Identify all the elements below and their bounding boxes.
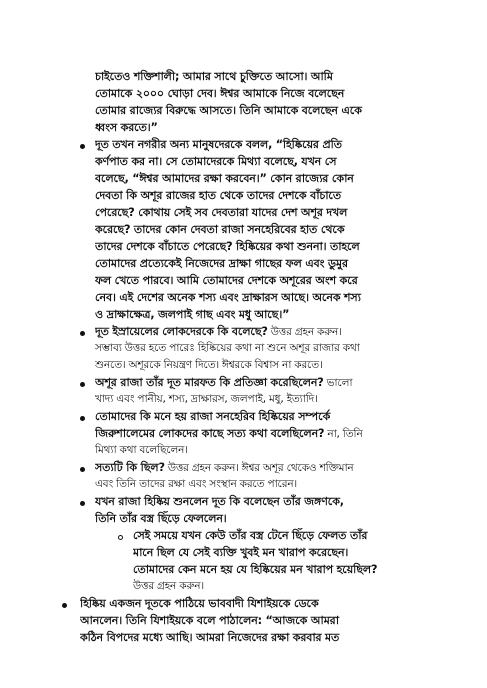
bullet-icon — [80, 501, 85, 506]
text-line: কর্ণপাত কর না। সে তোমাদেরকে মিথ্যা বলেছে, যখন সে — [95, 155, 337, 168]
question-line — [95, 375, 475, 391]
question-line — [95, 324, 475, 340]
text-line: করেছে? তাদের কোন দেবতা রাজা সনহেরিবের হাত থেকে — [95, 223, 345, 236]
sub-bullet-icon — [118, 535, 123, 540]
text-line: তাদের দেশকে বাঁচাতে পেরেছে? হিষ্কিয়ের কথা শুননা। তাহলে — [95, 240, 360, 253]
bullet-icon — [80, 331, 85, 336]
answer-line: এবং তিনি তাদের রক্ষা এবং সংস্থান করতে পারেন। — [95, 478, 297, 490]
text-line: মানে ছিল যে সেই ব্যক্তি খুবই মন খারাপ করেছেন। — [133, 546, 349, 559]
answer-line: সম্ভাব্য উত্তর হতে পারেঃ হিষ্কিয়ের কথা না শুনে অশূর রাজার কথা — [95, 342, 360, 354]
text-line: ও দ্রাক্ষাক্ষেত্র, জলপাই গাছ এবং মধু আছে।” — [95, 308, 290, 321]
text-line: ধ্বংস করতে।” — [95, 121, 158, 134]
text-line: তোমার রাজ্যের বিরুদ্ধে আসতে। তিনি আমাকে বলেছেন একে — [95, 104, 362, 117]
answer-text: উত্তর গ্রহন করুন। ঈশ্বর অশূর থেকেও শক্তিমান — [164, 462, 354, 474]
text-line: নেব। এই দেশের অনেক শস্য এবং দ্রাক্ষারস আছে। অনেক শস্য — [95, 291, 361, 304]
answer-line: মিথ্যা কথা বলেছিলেন। — [95, 444, 188, 456]
text-line: সেই সময়ে যখন কেউ তাঁর বস্ত্র টেনে ছিঁড়ে ফেলত তাঁর — [133, 529, 368, 542]
text-line: তিনি তাঁর বস্ত্র ছিঁড়ে ফেললেন। — [95, 512, 227, 525]
bullet-icon — [80, 416, 85, 421]
bullet-icon — [62, 603, 67, 608]
text-line: তোমাকে ২০০০ ঘোড়া দেব। ঈশ্বর আমাকে নিজে বলেছেন — [95, 87, 345, 100]
bullet-icon — [80, 382, 85, 387]
text-line: ফল খেতে পারবে। আমি তোমাদের দেশকে অশূরের অংশ করে — [95, 274, 358, 287]
answer-line: উত্তর গ্রহন করুন। — [133, 580, 204, 592]
question-line: তোমাদের কি মনে হয় রাজা সনহেরিব হিষ্কিয়ের সম্পর্কে — [95, 410, 331, 423]
question-text: দূত ইস্রায়েলের লোকদেরকে কি বলেছে? — [95, 325, 268, 338]
bullet-icon — [80, 467, 85, 472]
answer-text: ভালো — [323, 377, 353, 389]
text-line: হিষ্কিয় একজন দূতকে পাঠিয়ে ভাববাদী যিশাইয়কে ডেকে — [80, 597, 319, 610]
question-line: তোমাদের কেন মনে হয় যে হিষ্কিয়ের মন খারাপ হয়েছিল? — [133, 563, 378, 576]
text-line: দেবতা কি অশূর রাজের হাত থেকে তাদের দেশকে বাঁচাতে — [95, 189, 342, 202]
text-line: আনলেন। তিনি যিশাইয়কে বলে পাঠালেন: “আজকে আমরা — [80, 614, 339, 627]
question-line — [95, 426, 475, 442]
text-line: যখন রাজা হিষ্কিয় শুনলেন দূত কি বলেছেন তাঁর জঙ্গণকে, — [95, 495, 344, 508]
question-line — [95, 460, 475, 476]
text-line: পেরেছে? কোথায় সেই সব দেবতারা যাদের দেশ অশূর দখল — [95, 206, 348, 219]
text-line: বলেছে, “ঈশ্বর আমাদের রক্ষা করবেন।” কোন রাজ্যের কোন — [95, 172, 354, 185]
answer-text: উত্তর গ্রহন করুন। — [267, 326, 342, 338]
text-line: কঠিন বিপদের মধ্যে আছি। আমরা নিজেদের রক্ষা করবার মত — [80, 631, 340, 644]
text-line: তোমাদের প্রত্যেকেই নিজেদের দ্রাক্ষা গাছের ফল এবং ডুমুর — [95, 257, 348, 270]
question-text: সত্যটি কি ছিল? — [95, 461, 165, 474]
question-text: অশূর রাজা তাঁর দূত মারফত কি প্রতিজ্ঞা করেছিলেন? — [95, 376, 324, 389]
question-text: জিরুশালেমের লোকদের কাছে সত্য কথা বলেছিলেন? — [95, 427, 325, 440]
bullet-icon — [80, 144, 85, 149]
text-line: চাইতেও শক্তিশালী; আমার সাথে চুক্তিতে আসো। আমি — [95, 70, 333, 83]
answer-line: খাদ্য এবং পানীয়, শস্য, দ্রাক্ষারস, জলপাই, মধু, ইত্যাদি। — [95, 393, 318, 405]
answer-text: না, তিনি — [324, 428, 363, 440]
text-line: দূত তখন নগরীর অন্য মানুষদেরকে বলল, “হিষ্কিয়ের প্রতি — [95, 138, 342, 151]
answer-line: শুনতে। অশূরকে নিয়ন্ত্রণ দিতে। ঈশ্বরকে বিশ্বাস না করতে। — [95, 359, 323, 371]
